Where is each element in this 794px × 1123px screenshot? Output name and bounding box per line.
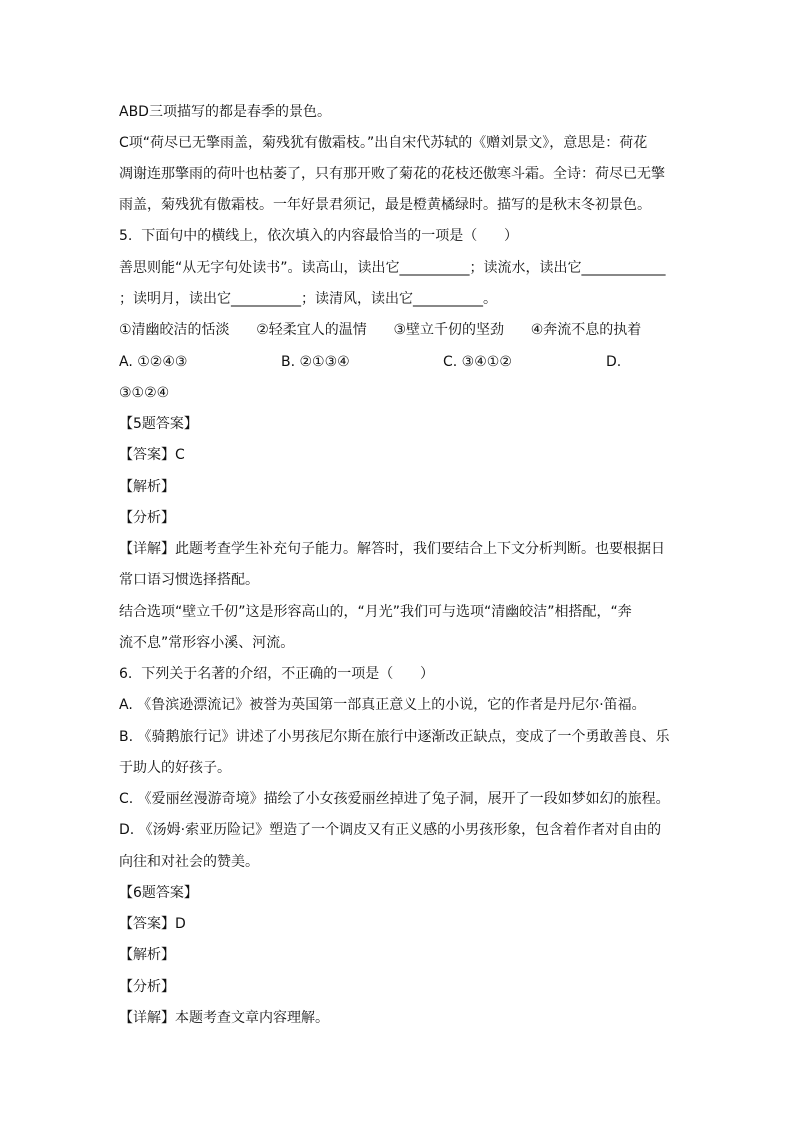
analysis-heading: 【分析】 (119, 510, 175, 526)
option-c: C. ③④①② (443, 354, 512, 370)
option-a: A. ①②④③ (119, 354, 188, 370)
detail-line: 【详解】此题考查学生补充句子能力。解答时，我们要结合上下文分析判断。也要根据日 (119, 541, 665, 557)
text-line: 雨盖，菊残犹有傲霜枝。一年好景君须记，最是橙黄橘绿时。描写的是秋末冬初景色。 (119, 197, 651, 213)
option-b: B. 《骑鹅旅行记》讲述了小男孩尼尔斯在旅行中逐渐改正缺点，变成了一个勇敢善良、乐 (119, 729, 670, 745)
analysis-heading: 【解析】 (119, 479, 175, 495)
text-line: C项“荷尽已无擎雨盖，菊残犹有傲霜枝。”出自宋代苏轼的《赠刘景文》，意思是：荷花 (119, 135, 648, 151)
detail-line: 【详解】本题考查文章内容理解。 (119, 1010, 329, 1026)
text-line: 结合选项“壁立千仞”这是形容高山的，“月光”我们可与选项“清幽皎洁”相搭配，“奔 (119, 604, 632, 620)
text-line: ABD三项描写的都是春季的景色。 (119, 104, 331, 120)
answer-line: 【答案】C (119, 447, 185, 463)
answer-line: 【答案】D (119, 916, 186, 932)
option-d: D. 《汤姆·索亚历险记》塑造了一个调皮又有正义感的小男孩形象，包含着作者对自由的 (119, 822, 662, 838)
text-line: ；读明月，读出它__________；读清风，读出它__________。 (119, 291, 497, 307)
text-line: 流不息”常形容小溪、河流。 (119, 635, 295, 651)
choice-list: ①清幽皎洁的恬淡 ②轻柔宜人的温情 ③壁立千仞的坚劲 ④奔流不息的执着 (119, 322, 642, 338)
text-line: 向往和对社会的赞美。 (119, 854, 259, 870)
analysis-heading: 【解析】 (119, 947, 175, 963)
analysis-heading: 【分析】 (119, 979, 175, 995)
question-6-stem: 6. 下列关于名著的介绍，不正确的一项是（ ） (119, 666, 434, 682)
option-a: A. 《鲁滨逊漂流记》被誉为英国第一部真正意义上的小说，它的作者是丹尼尔·笛福。 (119, 697, 646, 713)
text-line: 凋谢连那擎雨的荷叶也枯萎了，只有那开败了菊花的花枝还傲寒斗霜。全诗：荷尽已无擎 (119, 166, 665, 182)
option-d-text: ③①②④ (119, 385, 170, 401)
question-5-stem: 5. 下面句中的横线上，依次填入的内容最恰当的一项是（ ） (119, 228, 518, 244)
text-line: 于助人的好孩子。 (119, 760, 231, 776)
text-line: 常口语习惯选择搭配。 (119, 572, 259, 588)
option-b: B. ②①③④ (281, 354, 350, 370)
option-c: C. 《爱丽丝漫游奇境》描绘了小女孩爱丽丝掉进了兔子洞，展开了一段如梦如幻的旅程。 (119, 791, 670, 807)
answer-heading: 【5题答案】 (119, 416, 198, 432)
answer-heading: 【6题答案】 (119, 885, 198, 901)
option-d: D. (606, 354, 622, 370)
text-line: 善思则能“从无字句处读书”。读高山，读出它__________；读流水，读出它____________ (119, 260, 666, 276)
